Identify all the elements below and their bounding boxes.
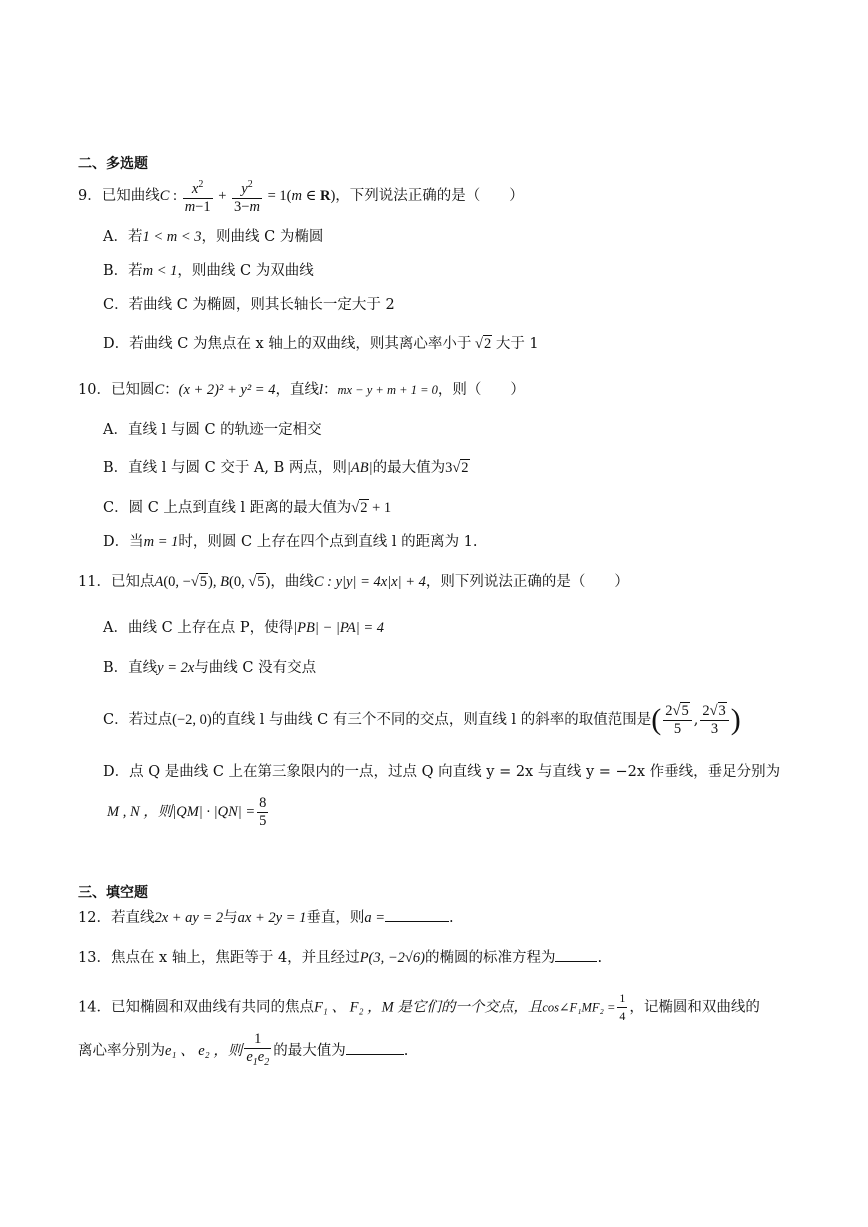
math-line1: 2x + ay = 2 xyxy=(154,910,224,926)
fraction-8-over-5: $\frac{8}{5}$ xyxy=(259,794,267,829)
question-text-suffix: ，则（ ） xyxy=(437,382,525,398)
option-11a xyxy=(103,618,384,638)
option-label: C． xyxy=(103,500,129,516)
option-text: 若 xyxy=(127,229,143,245)
option-11d-line2 xyxy=(107,792,270,832)
question-11 xyxy=(78,572,629,592)
fraction-2sqrt3-over-3: $\frac{2√3}{3}$ xyxy=(700,703,728,738)
question-text-suffix: . xyxy=(597,950,603,966)
math-circle-equation: (x + 2)² + y² = 4 xyxy=(178,382,276,398)
math-eccentricities: e₁ 、 e₂ ，则 xyxy=(165,1043,243,1059)
math-3sqrt2: 3√2 xyxy=(445,460,469,476)
math-cosine: cos∠F₁MF₂ = xyxy=(542,1000,616,1015)
option-label: D． xyxy=(103,764,130,780)
question-text-suffix: . xyxy=(403,1043,409,1059)
option-11c: C．若过点(−2, 0)的直线 l 与曲线 C 有三个不同的交点，则直线 l 的斜率的取值范围是( $\frac{2√5}{5}$ , $\frac{2√3}{3}$ ) xyxy=(103,702,741,737)
option-10a xyxy=(103,420,322,440)
question-text: 已知曲线 xyxy=(101,188,160,204)
fraction-y2: $\frac{y^2}{3-m}$ xyxy=(232,176,262,216)
question-number: 13． xyxy=(78,950,111,966)
option-text: 直线 l 与圆 C 交于 A, B 两点，则 xyxy=(128,460,347,476)
option-text: 当 xyxy=(129,534,144,550)
question-9: 9．已知曲线C : $\frac{x^2}{m-1}$ + $\frac{y^2}{3-m}$ = 1(m ∈ R)，下列说法正确的是（ ） xyxy=(78,176,524,216)
option-text: M , N ，则 xyxy=(107,804,173,820)
question-text: 焦点在 x 轴上，焦距等于 4，并且经过 xyxy=(110,950,360,966)
math-point: P(3, −2√6) xyxy=(359,950,425,966)
option-text: 点 Q 是曲线 C 上在第三象限内的一点，过点 Q 向直线 y = 2x 与直线 y = −2x 作垂线，垂足分别为 xyxy=(129,764,781,780)
question-text: 垂直，则 xyxy=(306,910,365,926)
math-foci: F₁ 、 F₂ ， xyxy=(313,999,382,1016)
option-text: 的最大值为 xyxy=(372,460,446,476)
option-text: 曲线 C 上存在点 P，使得 xyxy=(127,620,294,636)
question-number: 11． xyxy=(78,574,111,590)
option-10b xyxy=(103,458,470,478)
question-text-suffix: . xyxy=(449,910,454,926)
question-text: 与 xyxy=(223,910,238,926)
question-text: ，记椭圆和双曲线的 xyxy=(629,999,760,1016)
option-10c xyxy=(103,498,391,518)
option-text: 的直线 l 与曲线 C 有三个不同的交点，则直线 l 的斜率的取值范围是 xyxy=(211,712,652,728)
option-label: B． xyxy=(103,660,129,676)
math-line-equation: mx − y + m + 1 = 0 xyxy=(337,383,438,397)
option-11d xyxy=(103,762,780,782)
question-text: 若直线 xyxy=(110,910,155,926)
math-curve-equation: C : y|y| = 4x|x| + 4 xyxy=(313,574,426,590)
question-text: 已知圆 xyxy=(110,382,155,398)
option-text: 时，则圆 C 上存在四个点到直线 l 的距离为 1. xyxy=(178,534,478,550)
question-text: ，曲线 xyxy=(270,574,314,590)
question-text: 离心率分别为 xyxy=(78,1043,165,1059)
option-text: 圆 C 上点到直线 l 距离的最大值为 xyxy=(128,500,352,516)
question-14 xyxy=(78,990,760,1023)
math-line2: ax + 2y = 1 xyxy=(237,910,307,926)
option-text: 与曲线 C 没有交点 xyxy=(194,660,317,676)
option-text: ，则曲线 C 为双曲线 xyxy=(177,263,314,279)
option-text: ，则曲线 C 为椭圆 xyxy=(201,229,324,245)
section-heading-fill-in: 三、填空题 xyxy=(78,885,148,901)
answer-blank[interactable] xyxy=(555,949,597,962)
question-number: 10． xyxy=(78,382,111,398)
option-label: B． xyxy=(103,263,129,279)
math-point: (−2, 0) xyxy=(172,712,212,728)
answer-blank[interactable] xyxy=(385,909,449,922)
option-label: D． xyxy=(103,336,130,352)
fraction-2sqrt5-over-5: $\frac{2√5}{5}$ xyxy=(663,703,691,738)
option-text: 直线 xyxy=(128,660,158,676)
fraction-1-over-e1e2: $\frac{1}{e_1e_2}$ xyxy=(246,1031,270,1068)
math-product: |QM| · |QN| = xyxy=(172,804,256,820)
question-text: ，直线 xyxy=(275,382,319,398)
section-heading-multiple-choice: 二、多选题 xyxy=(78,156,148,172)
option-text: 若曲线 C 为焦点在 x 轴上的双曲线，则其离心率小于 xyxy=(129,336,472,352)
option-text: 若曲线 C 为椭圆，则其长轴长一定大于 2 xyxy=(128,297,395,313)
option-label: C． xyxy=(103,297,129,313)
question-text: 的椭圆的标准方程为 xyxy=(424,950,556,966)
math-abs-ab: |AB| xyxy=(346,460,373,476)
option-text: 若过点 xyxy=(128,712,173,728)
question-text: 已知点 xyxy=(110,574,155,590)
option-9c xyxy=(103,295,395,315)
fraction-1-over-4: $\frac{1}{4}$ xyxy=(619,991,626,1023)
option-text: 若 xyxy=(128,263,143,279)
option-text: 大于 1 xyxy=(495,336,539,352)
question-text-suffix: ，下列说法正确的是（ ） xyxy=(335,188,524,204)
math-condition: 1 < m < 3 xyxy=(142,229,202,245)
math-points-ab: A(0, −√5), B(0, √5) xyxy=(154,574,271,590)
math-condition: m < 1 xyxy=(142,263,178,279)
question-number: 12． xyxy=(78,910,111,926)
option-9d xyxy=(103,334,539,354)
fraction-x2: $\frac{x^2}{m-1}$ xyxy=(183,176,213,216)
option-text: 直线 l 与圆 C 的轨迹一定相交 xyxy=(127,422,322,438)
question-text: 已知椭圆和双曲线有共同的焦点 xyxy=(110,999,314,1016)
math-condition: m = 1 xyxy=(143,534,179,550)
question-number: 9． xyxy=(78,188,102,204)
question-number: 14． xyxy=(78,999,111,1016)
answer-blank[interactable] xyxy=(346,1042,404,1055)
question-text: 的最大值为 xyxy=(273,1043,346,1059)
option-label: C． xyxy=(103,712,129,728)
option-label: A． xyxy=(103,229,128,245)
math-variable: a = xyxy=(364,910,386,926)
option-9a xyxy=(103,227,323,247)
math-curve-name: C xyxy=(159,188,170,204)
question-10: 10．已知圆C：(x + 2)² + y² = 4，直线l：mx − y + m + 1 = 0，则（ ） xyxy=(78,382,525,398)
option-label: B． xyxy=(103,460,129,476)
option-10d xyxy=(103,532,478,552)
question-13 xyxy=(78,948,602,968)
option-label: A． xyxy=(103,620,128,636)
option-label: D． xyxy=(103,534,130,550)
question-14-line2 xyxy=(78,1030,408,1072)
option-11b xyxy=(103,658,316,678)
question-text-suffix: ，则下列说法正确的是（ ） xyxy=(425,574,629,590)
math-sqrt2-plus-1: √2 + 1 xyxy=(351,500,392,516)
math-sqrt2: √2 xyxy=(471,336,492,352)
option-9b xyxy=(103,261,314,281)
math-condition: |PB| − |PA| = 4 xyxy=(293,620,384,636)
question-12 xyxy=(78,908,454,928)
option-label: A． xyxy=(103,422,128,438)
math-condition: y = 2x xyxy=(157,660,195,676)
question-text: M 是它们的一个交点，且 xyxy=(381,999,543,1016)
